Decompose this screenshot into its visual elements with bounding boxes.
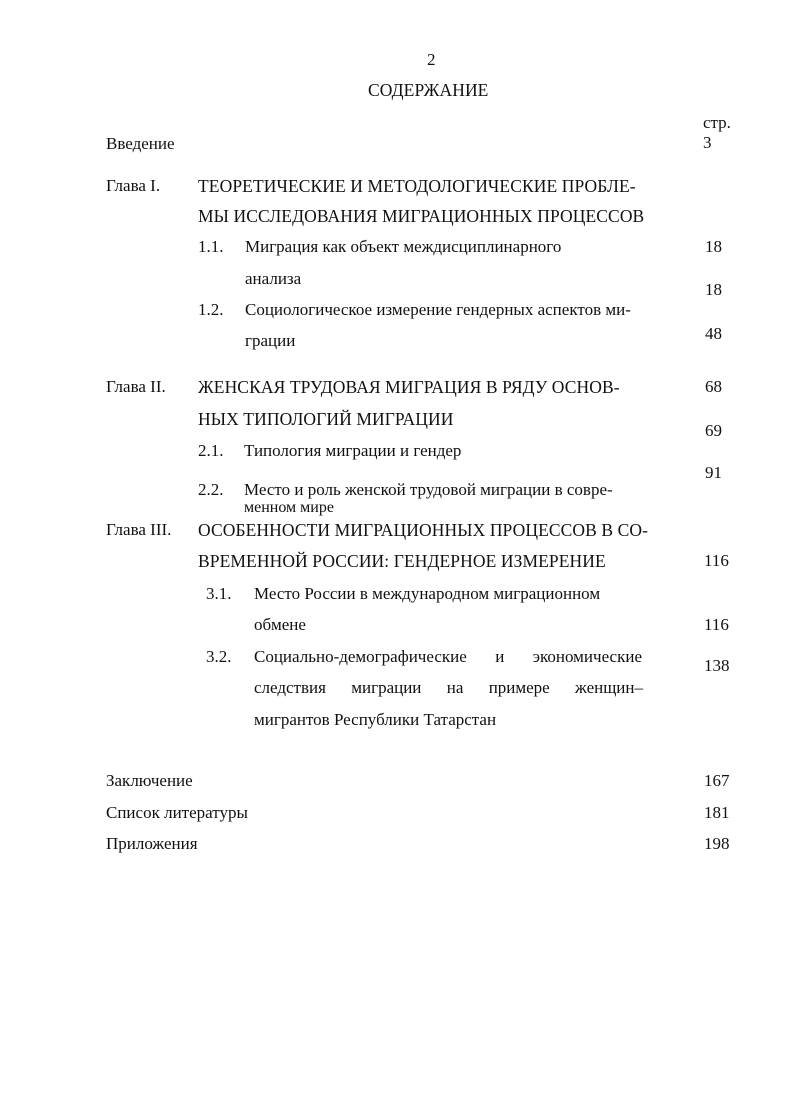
page-number: 2 bbox=[427, 50, 436, 69]
section-3-1-title-line2: обмене bbox=[254, 615, 306, 634]
chapter3-label: Глава III. bbox=[106, 520, 172, 539]
section-3-2-title-line2 bbox=[254, 678, 643, 698]
section-3-1-number: 3.1. bbox=[206, 584, 232, 603]
section-3-2-word: и bbox=[495, 647, 505, 666]
toc-conclusion-page: 167 bbox=[704, 771, 730, 790]
section-3-2-word: примере bbox=[488, 678, 550, 697]
section-3-2-word: миграции bbox=[351, 678, 422, 697]
section-1-2-title-line2: грации bbox=[245, 331, 296, 350]
toc-appendices: Приложения bbox=[106, 834, 198, 853]
toc-bibliography-page: 181 bbox=[704, 803, 730, 822]
section-1-2-number: 1.2. bbox=[198, 300, 224, 319]
section-1-1-title-line2: анализа bbox=[245, 269, 302, 288]
section-3-2-page: 138 bbox=[704, 656, 730, 675]
chapter1-label: Глава I. bbox=[106, 176, 161, 195]
section-3-2-word: женщин– bbox=[575, 678, 643, 697]
toc-appendices-page: 198 bbox=[704, 834, 730, 853]
toc-conclusion: Заключение bbox=[106, 771, 193, 790]
chapter2-title-line1: ЖЕНСКАЯ ТРУДОВАЯ МИГРАЦИЯ В РЯДУ ОСНОВ- bbox=[198, 377, 620, 397]
section-2-1-number: 2.1. bbox=[198, 441, 224, 460]
chapter1-title-line2: МЫ ИССЛЕДОВАНИЯ МИГРАЦИОННЫХ ПРОЦЕССОВ bbox=[198, 206, 645, 226]
section-3-1-title-line1: Место России в международном миграционном bbox=[254, 584, 601, 603]
section-3-1-page: 116 bbox=[704, 615, 729, 634]
section-3-2-word: следствия bbox=[254, 678, 326, 697]
chapter2-page: 68 bbox=[705, 377, 722, 396]
chapter2-title-line2: НЫХ ТИПОЛОГИЙ МИГРАЦИИ bbox=[198, 409, 454, 429]
page-column-first-page: 3 bbox=[703, 133, 712, 152]
chapter1-page: 18 bbox=[705, 237, 722, 256]
section-3-2-word: экономические bbox=[532, 647, 642, 666]
section-3-2-word: на bbox=[446, 678, 464, 697]
toc-intro: Введение bbox=[106, 134, 175, 153]
section-2-1-title: Типология миграции и гендер bbox=[244, 441, 462, 460]
section-2-2-page: 91 bbox=[705, 463, 722, 482]
section-2-2-title-line2: менном мире bbox=[244, 499, 334, 516]
section-1-2-title-line1: Социологическое измерение гендерных аспектов ми- bbox=[245, 300, 631, 319]
chapter1-title-line1: ТЕОРЕТИЧЕСКИЕ И МЕТОДОЛОГИЧЕСКИЕ ПРОБЛЕ- bbox=[198, 176, 636, 196]
toc-bibliography: Список литературы bbox=[106, 803, 248, 822]
chapter2-label: Глава II. bbox=[106, 377, 166, 396]
section-2-2-number: 2.2. bbox=[198, 480, 224, 499]
section-2-2-title-line1: Место и роль женской трудовой миграции в совре- bbox=[244, 480, 613, 499]
page-title: СОДЕРЖАНИЕ bbox=[368, 80, 489, 100]
chapter3-title-line1: ОСОБЕННОСТИ МИГРАЦИОННЫХ ПРОЦЕССОВ В СО- bbox=[198, 520, 649, 540]
section-1-1-number: 1.1. bbox=[198, 237, 224, 256]
section-3-2-title-line3: мигрантов Республики Татарстан bbox=[254, 710, 497, 729]
section-1-2-page: 48 bbox=[705, 324, 722, 343]
section-1-1-title-line1: Миграция как объект междисциплинарного bbox=[245, 237, 562, 256]
page-column-label: стр. bbox=[703, 113, 731, 132]
section-2-1-page: 69 bbox=[705, 421, 722, 440]
section-3-2-number: 3.2. bbox=[206, 647, 232, 666]
section-1-1-page: 18 bbox=[705, 280, 722, 299]
section-3-2-word: Социально-демографические bbox=[254, 647, 467, 666]
chapter3-title-line2: ВРЕМЕННОЙ РОССИИ: ГЕНДЕРНОЕ ИЗМЕРЕНИЕ bbox=[198, 551, 606, 571]
section-3-2-title-line1 bbox=[254, 647, 642, 667]
chapter3-page: 116 bbox=[704, 551, 729, 570]
